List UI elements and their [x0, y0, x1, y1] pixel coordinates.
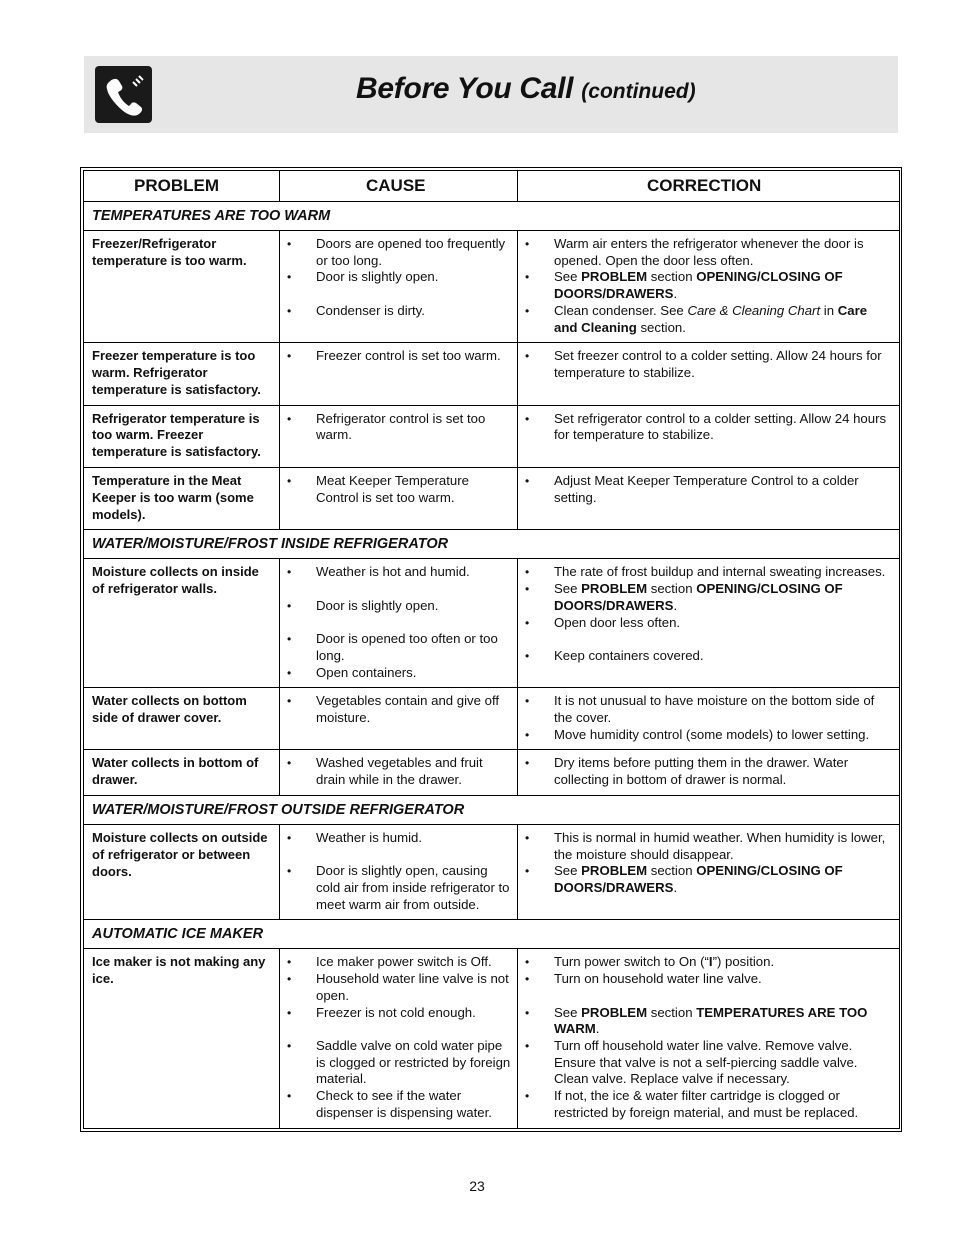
- table-row: [84, 949, 900, 1128]
- cause-cell: [280, 949, 518, 1128]
- cause-cell: [280, 231, 518, 343]
- troubleshooting-table: [83, 170, 900, 1129]
- cause-item: • Check to see if the water dispenser is dispensing water.: [280, 1088, 511, 1121]
- cause-item: • Door is slightly open.: [280, 598, 511, 615]
- correction-item: • This is normal in humid weather. When humidity is lower, the moisture should disappear.: [518, 830, 893, 863]
- section-row: [84, 530, 900, 559]
- cause-list: [280, 411, 511, 444]
- page-number: 23: [469, 1178, 485, 1194]
- correction-item: • See PROBLEM section OPENING/CLOSING OF DOORS/DRAWERS.: [518, 863, 893, 896]
- correction-cell: [518, 559, 900, 688]
- correction-cell: [518, 468, 900, 530]
- problem-cell: Refrigerator temperature is too warm. Freezer temperature is satisfactory.: [84, 405, 280, 467]
- problem-cell: Temperature in the Meat Keeper is too warm (some models).: [84, 468, 280, 530]
- correction-item: • Dry items before putting them in the drawer. Water collecting in bottom of drawer is normal.: [518, 755, 893, 788]
- page-title: Before You Call (continued): [356, 72, 696, 105]
- column-header-problem: PROBLEM: [84, 171, 280, 202]
- problem-cell: Water collects in bottom of drawer.: [84, 750, 280, 796]
- cause-list: [280, 348, 511, 365]
- cause-item: • Freezer is not cold enough.: [280, 1005, 511, 1022]
- correction-item: • Turn on household water line valve.: [518, 971, 893, 988]
- problem-cell: Freezer temperature is too warm. Refrigerator temperature is satisfactory.: [84, 343, 280, 405]
- problem-cell: Freezer/Refrigerator temperature is too warm.: [84, 231, 280, 343]
- problem-cell: Ice maker is not making any ice.: [84, 949, 280, 1128]
- correction-item: • See PROBLEM section TEMPERATURES ARE TOO WARM.: [518, 1005, 893, 1038]
- correction-list: [518, 830, 893, 897]
- cause-item: • Condenser is dirty.: [280, 303, 511, 320]
- correction-item: • Clean condenser. See Care & Cleaning Chart in Care and Cleaning section.: [518, 303, 893, 336]
- correction-item: • Set refrigerator control to a colder setting. Allow 24 hours for temperature to stabilize.: [518, 411, 893, 444]
- cause-item: • Meat Keeper Temperature Control is set too warm.: [280, 473, 511, 506]
- correction-item: • If not, the ice & water filter cartridge is clogged or restricted by foreign material, and must be replaced.: [518, 1088, 893, 1121]
- correction-item: • Warm air enters the refrigerator whenever the door is opened. Open the door less often.: [518, 236, 893, 269]
- problem-cell: Moisture collects on outside of refrigerator or between doors.: [84, 824, 280, 920]
- cause-item: • Weather is humid.: [280, 830, 511, 847]
- section-row: [84, 795, 900, 824]
- cause-cell: [280, 343, 518, 405]
- correction-item: • Turn off household water line valve. Remove valve. Ensure that valve is not a self-piercing saddle valve. Clean valve. Replace valve if necessary.: [518, 1038, 893, 1088]
- table-row: [84, 824, 900, 920]
- correction-item: • Turn power switch to On (“I”) position.: [518, 954, 893, 971]
- cause-cell: [280, 824, 518, 920]
- cause-cell: [280, 688, 518, 750]
- cause-list: [280, 755, 511, 788]
- correction-cell: [518, 231, 900, 343]
- correction-cell: [518, 949, 900, 1128]
- correction-cell: [518, 405, 900, 467]
- cause-item: • Ice maker power switch is Off.: [280, 954, 511, 971]
- correction-item: • Open door less often.: [518, 615, 893, 632]
- column-header-cause: CAUSE: [280, 171, 518, 202]
- troubleshooting-table-frame: [80, 167, 902, 1132]
- cause-item: • Door is slightly open, causing cold air from inside refrigerator to meet warm air from outside.: [280, 863, 511, 913]
- correction-cell: [518, 750, 900, 796]
- cause-item: • Household water line valve is not open.: [280, 971, 511, 1004]
- correction-item: • The rate of frost buildup and internal sweating increases.: [518, 564, 893, 581]
- section-title: AUTOMATIC ICE MAKER: [84, 920, 900, 949]
- correction-list: [518, 348, 893, 381]
- correction-list: [518, 411, 893, 444]
- correction-item: • It is not unusual to have moisture on the bottom side of the cover.: [518, 693, 893, 726]
- problem-cell: Moisture collects on inside of refrigerator walls.: [84, 559, 280, 688]
- correction-list: [518, 954, 893, 1121]
- correction-list: [518, 564, 893, 664]
- table-row: [84, 559, 900, 688]
- table-row: [84, 405, 900, 467]
- correction-list: [518, 755, 893, 788]
- cause-list: [280, 693, 511, 726]
- cause-item: • Doors are opened too frequently or too long.: [280, 236, 511, 269]
- page-header-banner: [84, 56, 898, 133]
- correction-list: [518, 236, 893, 336]
- section-title: WATER/MOISTURE/FROST OUTSIDE REFRIGERATOR: [84, 795, 900, 824]
- cause-item: • Freezer control is set too warm.: [280, 348, 511, 365]
- cause-cell: [280, 750, 518, 796]
- cause-cell: [280, 559, 518, 688]
- cause-list: [280, 954, 511, 1121]
- correction-item: • See PROBLEM section OPENING/CLOSING OF DOORS/DRAWERS.: [518, 269, 893, 302]
- cause-item: • Saddle valve on cold water pipe is clogged or restricted by foreign material.: [280, 1038, 511, 1088]
- cause-list: [280, 564, 511, 681]
- telephone-icon: [95, 66, 152, 123]
- correction-list: [518, 473, 893, 506]
- correction-list: [518, 693, 893, 743]
- table-row: [84, 688, 900, 750]
- correction-item: • Set freezer control to a colder setting. Allow 24 hours for temperature to stabilize.: [518, 348, 893, 381]
- correction-item: • Keep containers covered.: [518, 648, 893, 665]
- section-title: TEMPERATURES ARE TOO WARM: [84, 202, 900, 231]
- cause-cell: [280, 405, 518, 467]
- correction-cell: [518, 343, 900, 405]
- section-row: [84, 920, 900, 949]
- section-row: [84, 202, 900, 231]
- table-row: [84, 468, 900, 530]
- cause-list: [280, 473, 511, 506]
- correction-item: • Adjust Meat Keeper Temperature Control to a colder setting.: [518, 473, 893, 506]
- correction-item: • Move humidity control (some models) to lower setting.: [518, 727, 893, 744]
- cause-item: • Weather is hot and humid.: [280, 564, 511, 581]
- problem-cell: Water collects on bottom side of drawer cover.: [84, 688, 280, 750]
- correction-cell: [518, 688, 900, 750]
- correction-cell: [518, 824, 900, 920]
- table-row: [84, 343, 900, 405]
- cause-list: [280, 236, 511, 320]
- cause-item: • Open containers.: [280, 665, 511, 682]
- page-subtitle: (continued): [581, 80, 696, 103]
- column-header-correction: CORRECTION: [518, 171, 900, 202]
- table-header-row: [84, 171, 900, 202]
- table-body: [84, 202, 900, 1129]
- table-row: [84, 750, 900, 796]
- table-row: [84, 231, 900, 343]
- cause-list: [280, 830, 511, 914]
- cause-item: • Door is slightly open.: [280, 269, 511, 286]
- cause-item: • Washed vegetables and fruit drain while in the drawer.: [280, 755, 511, 788]
- cause-cell: [280, 468, 518, 530]
- correction-item: • See PROBLEM section OPENING/CLOSING OF DOORS/DRAWERS.: [518, 581, 893, 614]
- cause-item: • Vegetables contain and give off moisture.: [280, 693, 511, 726]
- cause-item: • Refrigerator control is set too warm.: [280, 411, 511, 444]
- cause-item: • Door is opened too often or too long.: [280, 631, 511, 664]
- section-title: WATER/MOISTURE/FROST INSIDE REFRIGERATOR: [84, 530, 900, 559]
